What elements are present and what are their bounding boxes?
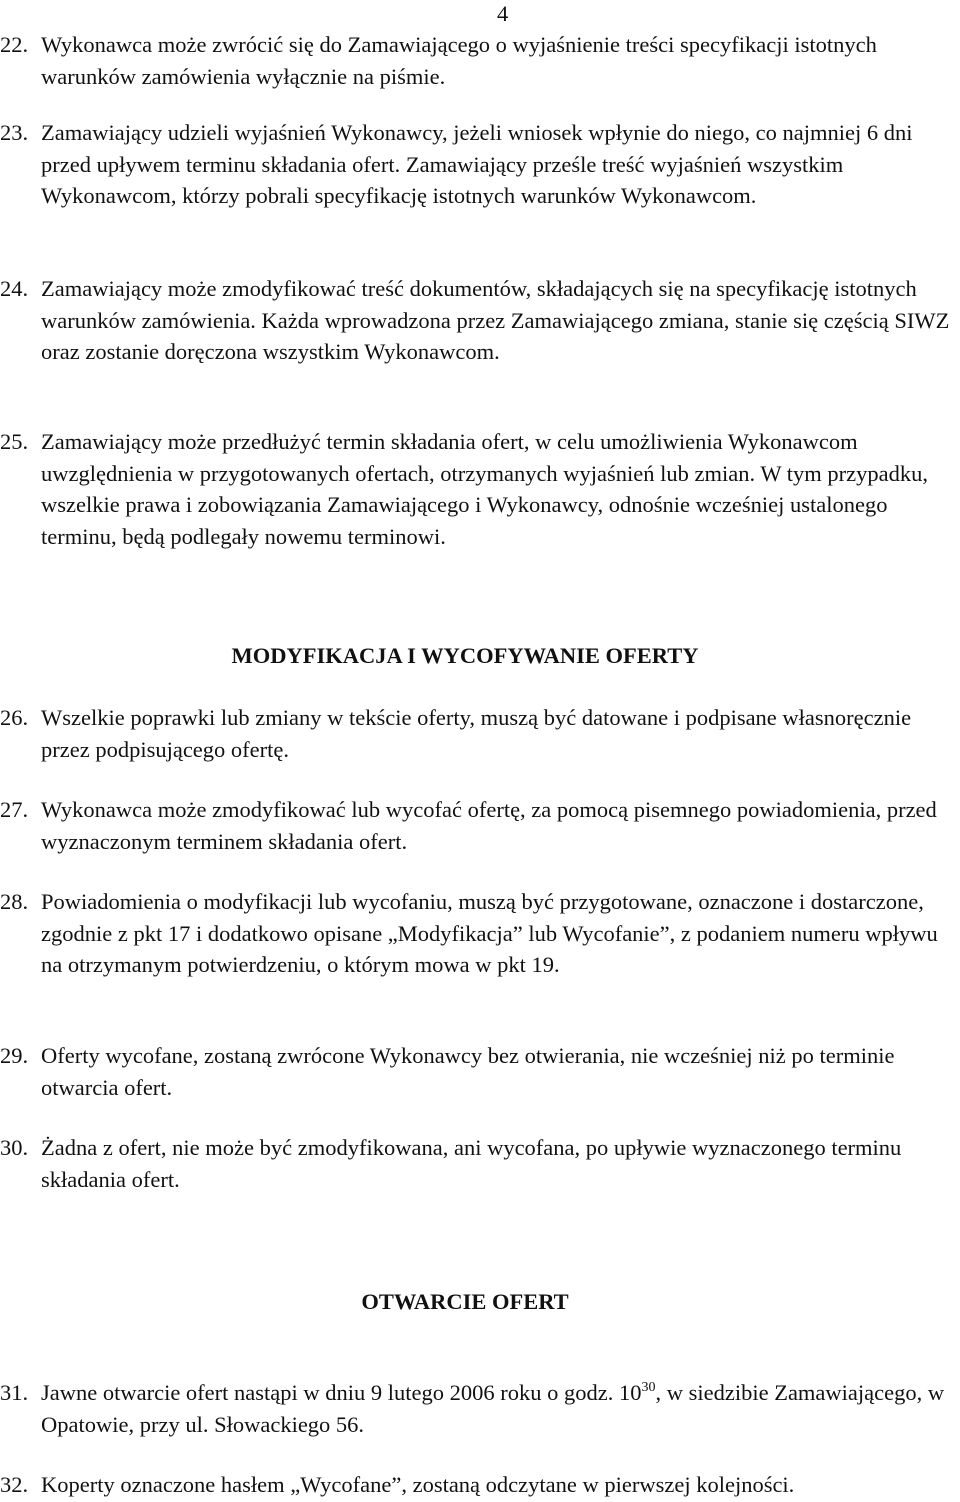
item-text: Żadna z ofert, nie może być zmodyfikowana, ani wycofana, po upływie wyznaczonego terminu składania ofert. (41, 1135, 902, 1192)
item-text: Powiadomienia o modyfikacji lub wycofaniu, muszą być przygotowane, oznaczone i dostarczone, zgodnie z pkt 17 i dodatkowo opisane „Modyfikacja” lub Wycofanie”, z podaniem numeru wpływu na otrzymanym potwierdzeniu, o którym mowa w pkt 19. (41, 889, 938, 977)
item-number: 22. (0, 32, 29, 57)
time-superscript: 30 (641, 1380, 656, 1395)
item-number: 28. (0, 889, 29, 914)
section-heading-otwarcie: OTWARCIE OFERT (361, 1289, 569, 1314)
item-number: 29. (0, 1043, 29, 1068)
item-number: 27. (0, 797, 29, 822)
item-number: 23. (0, 120, 29, 145)
item-text: Koperty oznaczone hasłem „Wycofane”, zostaną odczytane w pierwszej kolejności. (41, 1472, 795, 1497)
item-text: Zamawiający udzieli wyjaśnień Wykonawcy, jeżeli wniosek wpłynie do niego, co najmniej 6 dni przed upływem terminu składania ofert. Zamawiający prześle treść wyjaśnień wszystkim Wykonawcom, którzy pobrali specyfikację istotnych warunków Wykonawcom. (41, 120, 913, 208)
item-number: 26. (0, 705, 29, 730)
item-number: 30. (0, 1135, 29, 1160)
item-number: 25. (0, 429, 29, 454)
item-text-part: Jawne otwarcie ofert nastąpi w dniu 9 lutego 2006 roku o godz. 10 (41, 1380, 642, 1405)
item-text: Wykonawca może zwrócić się do Zamawiającego o wyjaśnienie treści specyfikacji istotnych warunków zamówienia wyłącznie na piśmie. (41, 32, 877, 89)
item-number: 24. (0, 276, 29, 301)
item-text: Wykonawca może zmodyfikować lub wycofać ofertę, za pomocą pisemnego powiadomienia, przed wyznaczonym terminem składania ofert. (41, 797, 937, 854)
item-text: Zamawiający może przedłużyć termin składania ofert, w celu umożliwienia Wykonawcom uwzględnienia w przygotowanych ofertach, otrzymanych wyjaśnień lub zmian. W tym przypadku, wszelkie prawa i zobowiązania Zamawiającego i Wykonawcy, odnośnie wcześniej ustalonego terminu, będą podlegały nowemu terminowi. (41, 429, 929, 549)
item-text-part: , w siedzibie Zamawiającego, w Opatowie, przy ul. Słowackiego 56. (41, 1380, 950, 1437)
item-number: 32. (0, 1472, 29, 1497)
item-text (41, 1377, 959, 1440)
section-heading-modyfikacja: MODYFIKACJA I WYCOFYWANIE OFERTY (231, 643, 699, 668)
page-number: 4 (497, 1, 509, 26)
item-text: Zamawiający może zmodyfikować treść dokumentów, składających się na specyfikację istotnych warunków zamówienia. Każda wprowadzona przez Zamawiającego zmiana, stanie się częścią SIWZ oraz zostanie doręczona wszystkim Wykonawcom. (41, 276, 950, 364)
item-text: Wszelkie poprawki lub zmiany w tekście oferty, muszą być datowane i podpisane własnoręcznie przez podpisującego ofertę. (41, 705, 912, 762)
item-text: Oferty wycofane, zostaną zwrócone Wykonawcy bez otwierania, nie wcześniej niż po terminie otwarcia ofert. (41, 1043, 895, 1100)
item-number: 31. (0, 1380, 29, 1405)
